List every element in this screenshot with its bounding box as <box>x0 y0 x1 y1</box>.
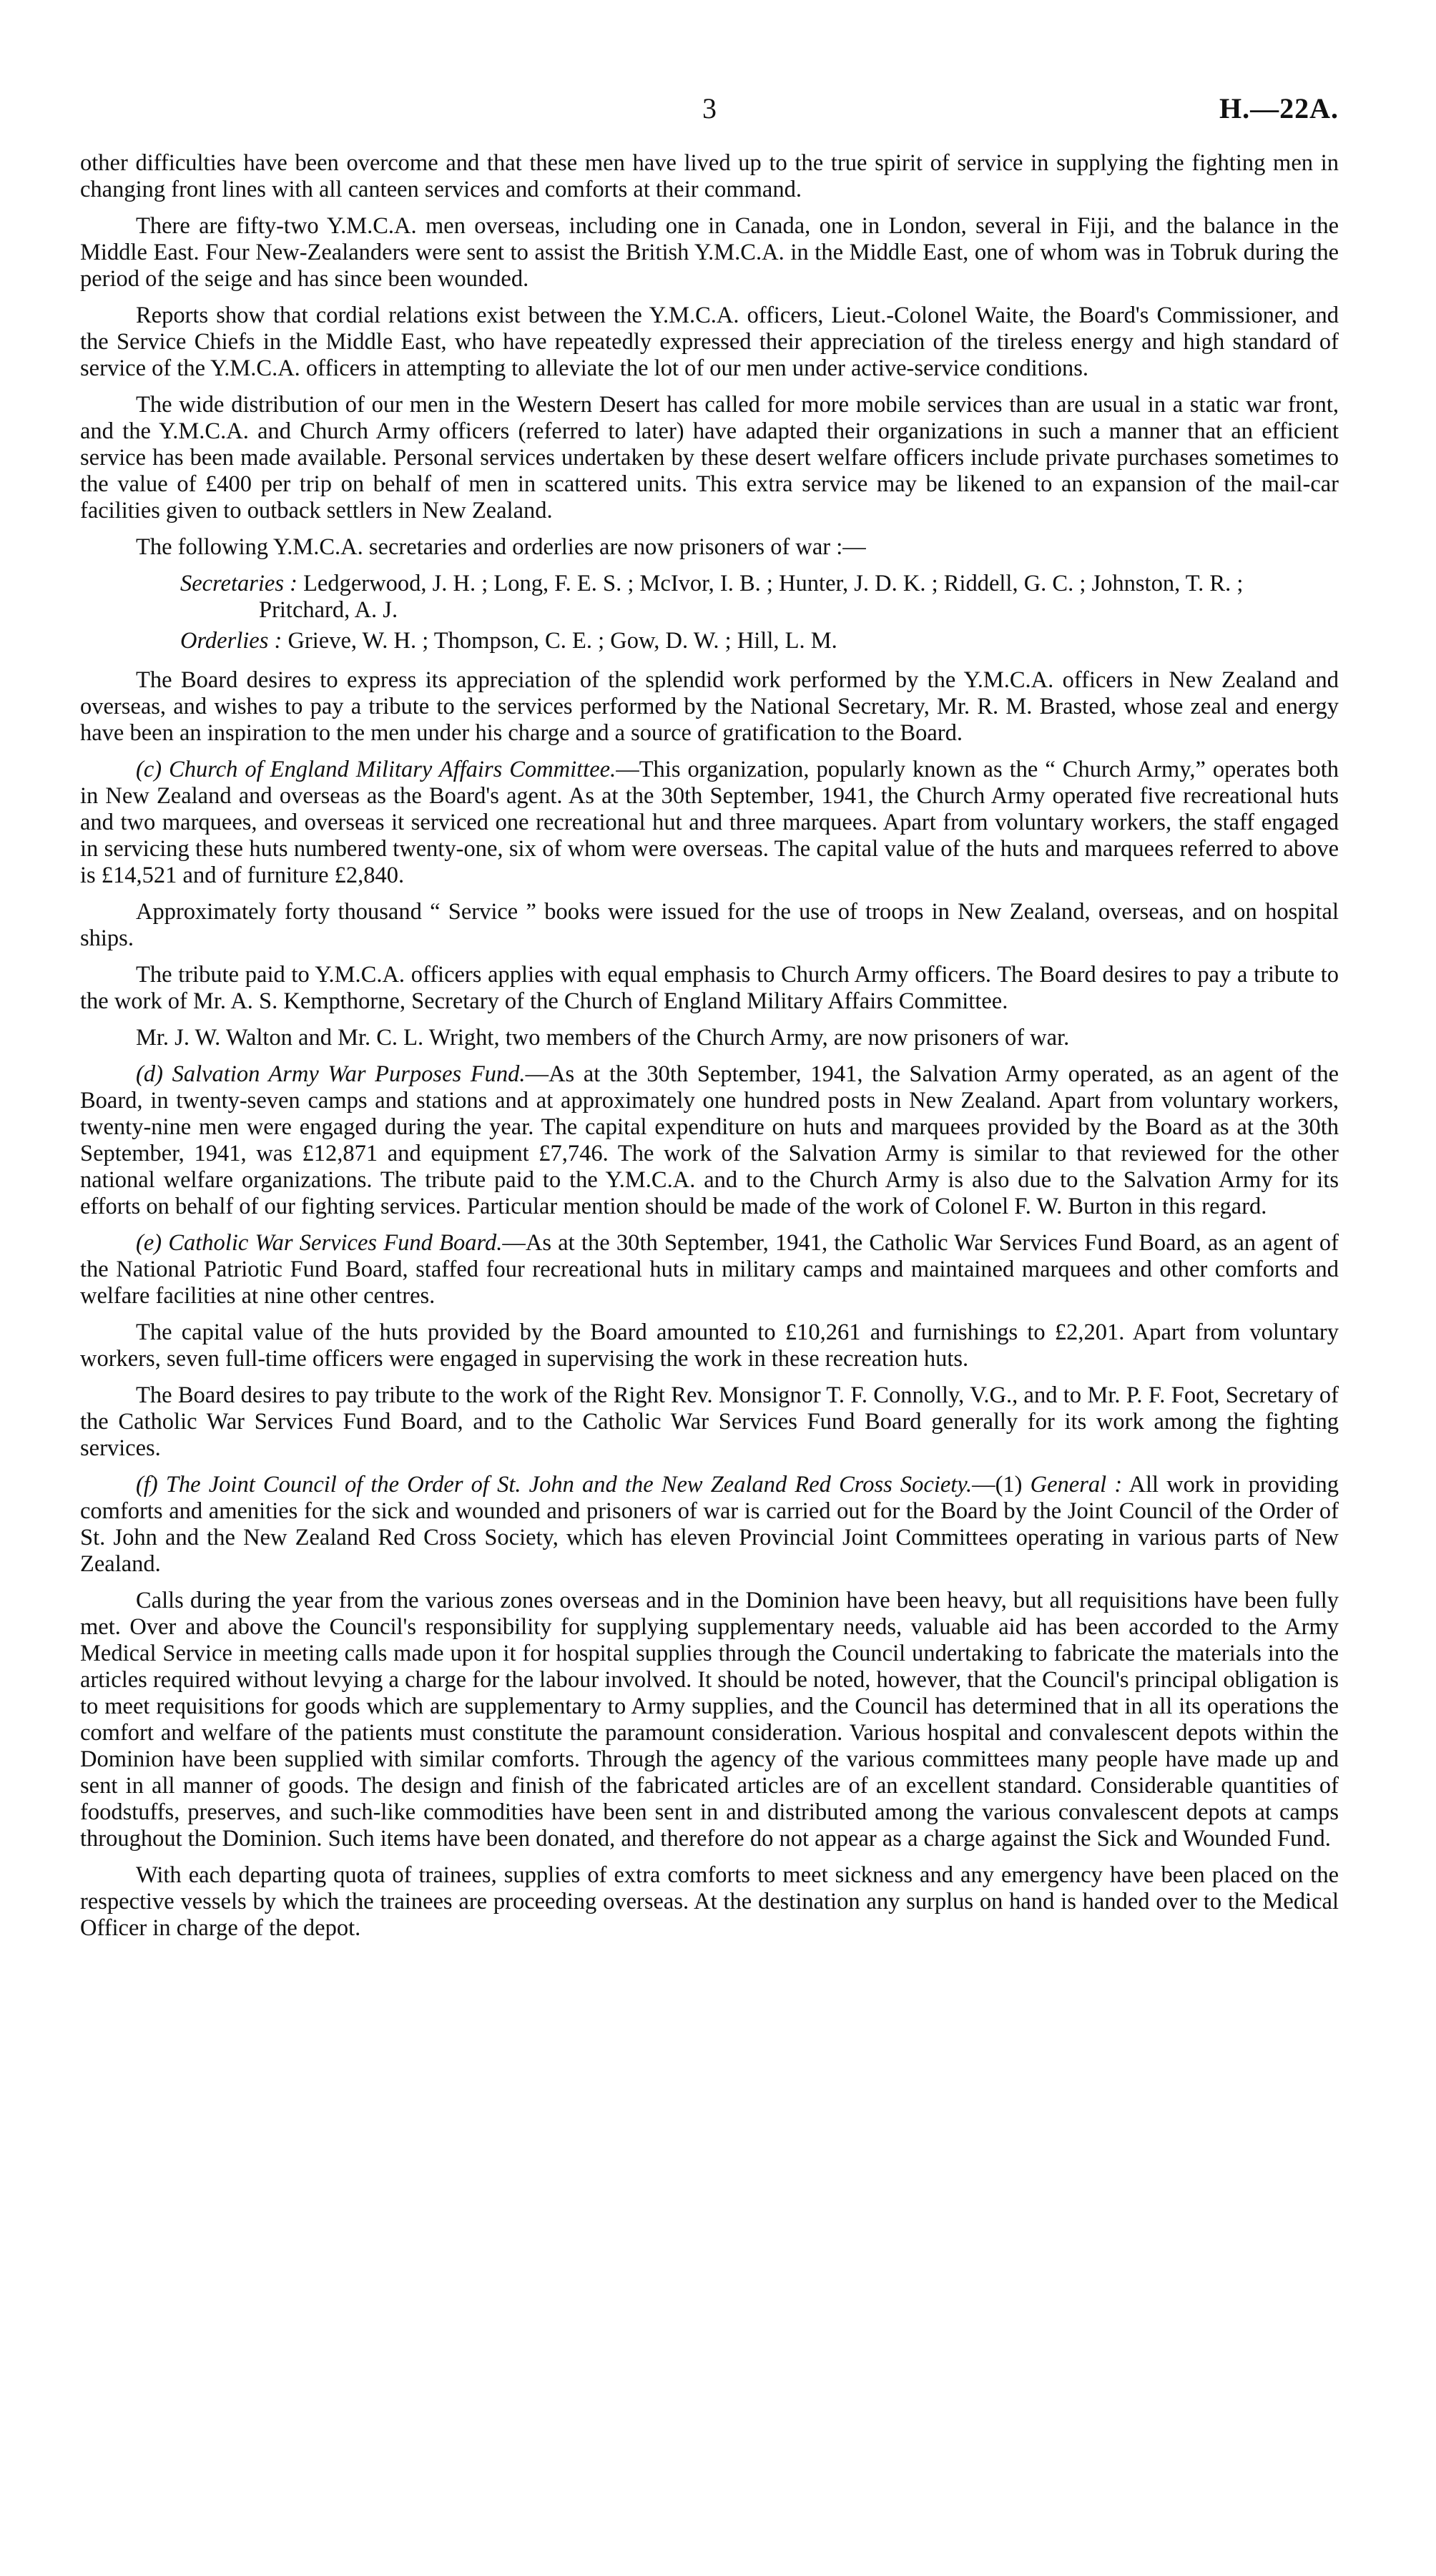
section-heading: (d) Salvation Army War Purposes Fund. <box>136 1061 526 1087</box>
section-joint-council <box>80 1472 1339 1578</box>
section-salvation-army <box>80 1061 1339 1220</box>
section-heading: (e) Catholic War Services Fund Board. <box>136 1230 503 1256</box>
orderlies-label: Orderlies : <box>180 628 282 654</box>
section-catholic-war-services <box>80 1230 1339 1309</box>
section-text: —As at the 30th September, 1941, the Catholic War Services Fund Board, as an agent of the National Patriotic Fund Board, staffed four recreational huts in military camps and maintained marquees and other comforts and welfare facilities at nine other centres. <box>80 1230 1339 1309</box>
paragraph: other difficulties have been overcome and that these men have lived up to the true spirit of service in supplying the fighting men in changing front lines with all canteen services and comforts at their command. <box>80 150 1339 202</box>
document-reference: H.—22A. <box>1219 92 1339 124</box>
document-page <box>80 84 1339 1952</box>
page-number: 3 <box>702 92 717 124</box>
section-text: All work in providing comforts and amenities for the sick and wounded and prisoners of war is carried out for the Board by the Joint Council of the Order of St. John and the New Zealand Red Cross Society, which has eleven Provincial Joint Committees operating in various parts of New Zealand. <box>80 1472 1339 1577</box>
secretaries-names: Ledgerwood, J. H. ; Long, F. E. S. ; McIvor, I. B. ; Hunter, J. D. K. ; Riddell, G. C. ; Johnston, T. R. ; Pritchard, A. J. <box>259 571 1244 623</box>
secretaries-label: Secretaries : <box>180 571 297 596</box>
paragraph: The capital value of the huts provided by the Board amounted to £10,261 and furnishings to £2,201. Apart from voluntary workers, seven full-time officers were engaged in supervising the work in these recreation huts. <box>80 1319 1339 1372</box>
paragraph: Calls during the year from the various zones overseas and in the Dominion have been heavy, but all requisitions have been fully met. Over and above the Council's responsibility for supplying supplementary needs, valuable aid has been accorded to the Army Medical Service in meeting calls made upon it for hospital supplies through the Council undertaking to fabricate the materials into the articles required without levying a charge for the labour involved. It should be noted, however, that the Council's principal obligation is to meet requisitions for goods which are supplementary to Army supplies, and the Council has determined that in all its operations the comfort and welfare of the patients must constitute the paramount consideration. Various hospital and convalescent depots within the Dominion have been supplied with similar comforts. Through the agency of the various committees many people have made up and sent in all manner of goods. The design and finish of the fabricated articles are of an excellent standard. Considerable quantities of foodstuffs, preserves, and such-like commodities have been sent in and distributed among the various convalescent depots at camps throughout the Dominion. Such items have been donated, and therefore do not appear as a charge against the Sick and Wounded Fund. <box>80 1588 1339 1852</box>
section-heading: (f) The Joint Council of the Order of St. John and the New Zealand Red Cross Society. <box>136 1472 973 1498</box>
paragraph: The wide distribution of our men in the Western Desert has called for more mobile services than are usual in a static war front, and the Y.M.C.A. and Church Army officers (referred to later) have adapted their organizations in such a manner that an efficient service has been made available. Personal services undertaken by these desert welfare officers include private purchases sometimes to the value of £400 per trip on behalf of men in scattered units. This extra service may be likened to an expansion of the mail-car facilities given to outback settlers in New Zealand. <box>80 392 1339 523</box>
paragraph: The Board desires to express its appreciation of the splendid work performed by the Y.M.C.A. officers in New Zealand and overseas, and wishes to pay a tribute to the services performed by the National Secretary, Mr. R. M. Brasted, whose zeal and energy have been an inspiration to the men under his charge and a source of gratification to the Board. <box>80 667 1339 746</box>
section-number: —(1) <box>972 1472 1031 1498</box>
secretaries-list <box>80 571 1339 624</box>
section-text: —As at the 30th September, 1941, the Salvation Army operated, as an agent of the Board, in twenty-seven camps and stations and at approximately one hundred posts in New Zealand. Apart from voluntary workers, twenty-nine men were engaged during the year. The capital expenditure on huts and marquees provided by the Board as at the 30th September, 1941, was £12,871 and equipment £7,746. The work of the Salvation Army is similar to that reviewed for the other national welfare organizations. The tribute paid to the Y.M.C.A. and to the Church Army is also due to the Salvation Army for its efforts on behalf of our fighting services. Particular mention should be made of the work of Colonel F. W. Burton in this regard. <box>80 1061 1339 1219</box>
section-text: —This organization, popularly known as the “ Church Army,” operates both in New Zealand and overseas as the Board's agent. As at the 30th September, 1941, the Church Army operated five recreational huts and two marquees, and overseas it serviced one recreational hut and three marquees. Apart from voluntary workers, the staff engaged in servicing these huts numbered twenty-one, six of whom were overseas. The capital value of the huts and marquees referred to above is £14,521 and of furniture £2,840. <box>80 757 1339 888</box>
subsection-heading: General : <box>1030 1472 1123 1498</box>
paragraph: The following Y.M.C.A. secretaries and orderlies are now prisoners of war :— <box>136 534 866 560</box>
paragraph: With each departing quota of trainees, supplies of extra comforts to meet sickness and any emergency have been placed on the respective vessels by which the trainees are proceeding overseas. At the destination any surplus on hand is handed over to the Medical Officer in charge of the depot. <box>80 1862 1339 1941</box>
section-church-army <box>80 757 1339 889</box>
paragraph: Reports show that cordial relations exist between the Y.M.C.A. officers, Lieut.-Colonel Waite, the Board's Commissioner, and the Service Chiefs in the Middle East, who have repeatedly expressed their appreciation of the tireless energy and high standard of service of the Y.M.C.A. officers in attempting to alleviate the lot of our men under active-service conditions. <box>80 303 1339 381</box>
document-body <box>80 150 1339 1942</box>
paragraph: The Board desires to pay tribute to the work of the Right Rev. Monsignor T. F. Connolly, V.G., and to Mr. P. F. Foot, Secretary of the Catholic War Services Fund Board, and to the Catholic War Services Fund Board generally for its work among the fighting services. <box>80 1382 1339 1461</box>
orderlies-names: Grieve, W. H. ; Thompson, C. E. ; Gow, D. W. ; Hill, L. M. <box>282 628 837 654</box>
section-heading: (c) Church of England Military Affairs Committee. <box>136 757 616 782</box>
paragraph: The tribute paid to Y.M.C.A. officers applies with equal emphasis to Church Army officers. The Board desires to pay a tribute to the work of Mr. A. S. Kempthorne, Secretary of the Church of England Military Affairs Committee. <box>80 962 1339 1014</box>
paragraph: Approximately forty thousand “ Service ” books were issued for the use of troops in New Zealand, overseas, and on hospital ships. <box>80 899 1339 951</box>
paragraph: There are fifty-two Y.M.C.A. men overseas, including one in Canada, one in London, several in Fiji, and the balance in the Middle East. Four New-Zealanders were sent to assist the British Y.M.C.A. in the Middle East, one of whom was in Tobruk during the period of the seige and has since been wounded. <box>80 213 1339 292</box>
orderlies-list <box>80 628 1339 654</box>
page-header <box>80 84 1339 134</box>
paragraph: Mr. J. W. Walton and Mr. C. L. Wright, two members of the Church Army, are now prisoners of war. <box>136 1025 1070 1051</box>
